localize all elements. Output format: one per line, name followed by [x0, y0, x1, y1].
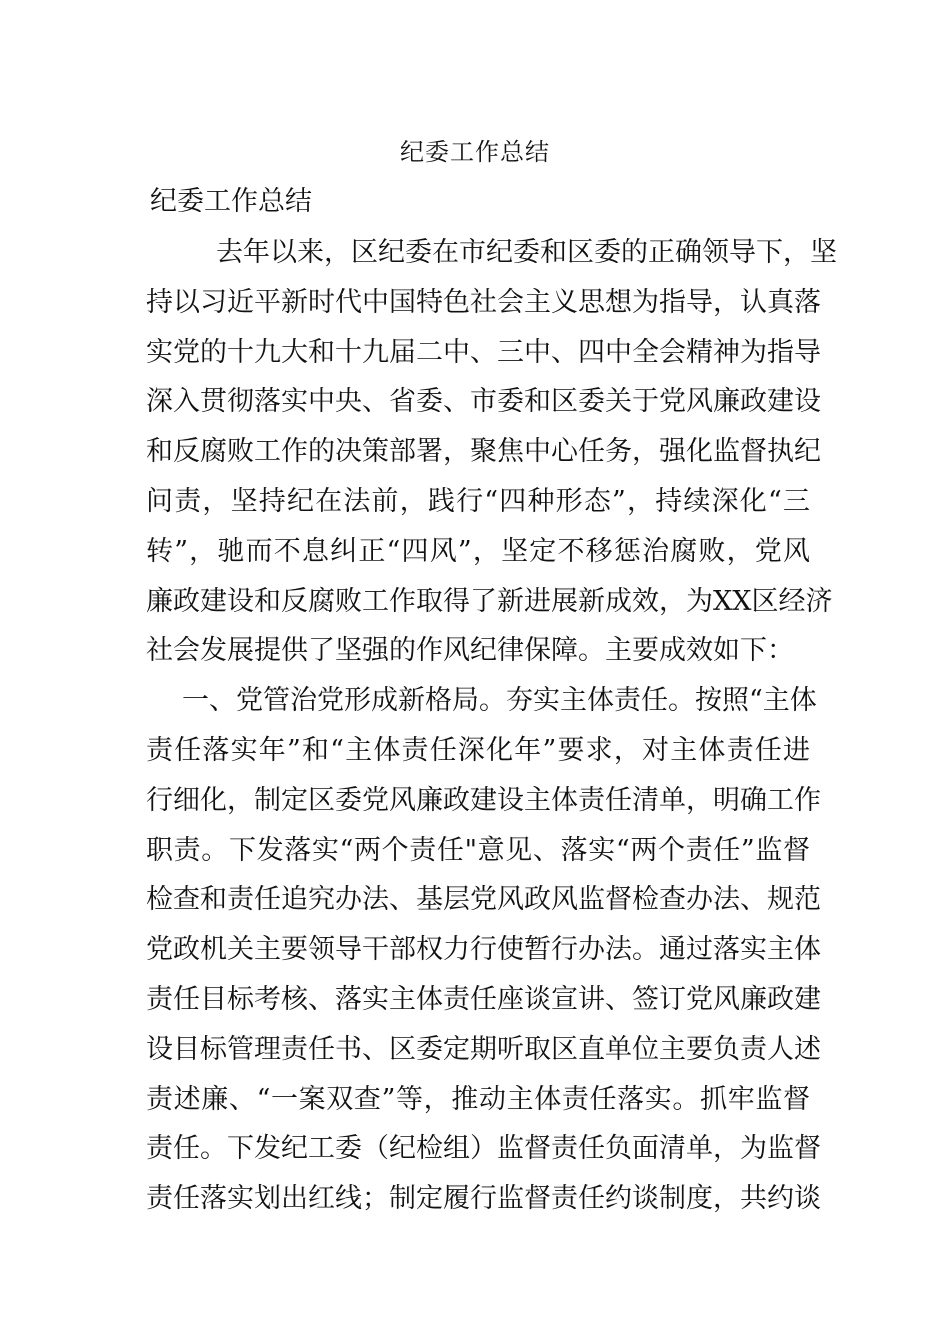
- text-line: 责任。下发纪工委（纪检组）监督责任负面清单，为监督: [146, 1133, 821, 1165]
- text-line: 持以习近平新时代中国特色社会主义思想为指导，认真落: [146, 286, 821, 318]
- text-line: 一、党管治党形成新格局。夯实主体责任。按照“主体: [182, 685, 817, 717]
- text-line: 社会发展提供了坚强的作风纪律保障。主要成效如下：: [146, 635, 794, 667]
- text-line: 实党的十九大和十九届二中、三中、四中全会精神为指导: [146, 336, 821, 368]
- text-line: 检查和责任追究办法、基层党风政风监督检查办法、规范: [146, 884, 821, 916]
- text-line: 深入贯彻落实中央、省委、市委和区委关于党风廉政建设: [146, 386, 821, 418]
- text-line: 责任落实年”和“主体责任深化年”要求，对主体责任进: [146, 734, 810, 766]
- text-line: 去年以来，区纪委在市纪委和区委的正确领导下，坚: [216, 237, 837, 268]
- text-line: 转”，驰而不息纠正“四风”，坚定不移惩治腐败，党风: [146, 535, 810, 567]
- text-line: 和反腐败工作的决策部署，聚焦中心任务，强化监督执纪: [146, 436, 821, 468]
- document-title: 纪委工作总结: [400, 138, 550, 166]
- text-line: 责述廉、“一案双查”等，推动主体责任落实。抓牢监督: [146, 1083, 810, 1115]
- body-text: [146, 228, 837, 1224]
- text-line: 责任目标考核、落实主体责任座谈宣讲、签订党风廉政建: [146, 983, 821, 1015]
- text-line: 设目标管理责任书、区委定期听取区直单位主要负责人述: [146, 1033, 821, 1065]
- text-line: 行细化，制定区委党风廉政建设主体责任清单，明确工作: [146, 784, 821, 816]
- text-line: 责任落实划出红线；制定履行监督责任约谈制度，共约谈: [146, 1183, 821, 1215]
- text-line: 党政机关主要领导干部权力行使暂行办法。通过落实主体: [146, 934, 821, 966]
- text-line: 问责，坚持纪在法前，践行“四种形态”，持续深化“三: [146, 485, 810, 517]
- text-line: 廉政建设和反腐败工作取得了新进展新成效，为XX区经济: [146, 585, 833, 617]
- text-line: 职责。下发落实“两个责任"意见、落实“两个责任”监督: [146, 834, 810, 866]
- document-subtitle: 纪委工作总结: [150, 186, 312, 217]
